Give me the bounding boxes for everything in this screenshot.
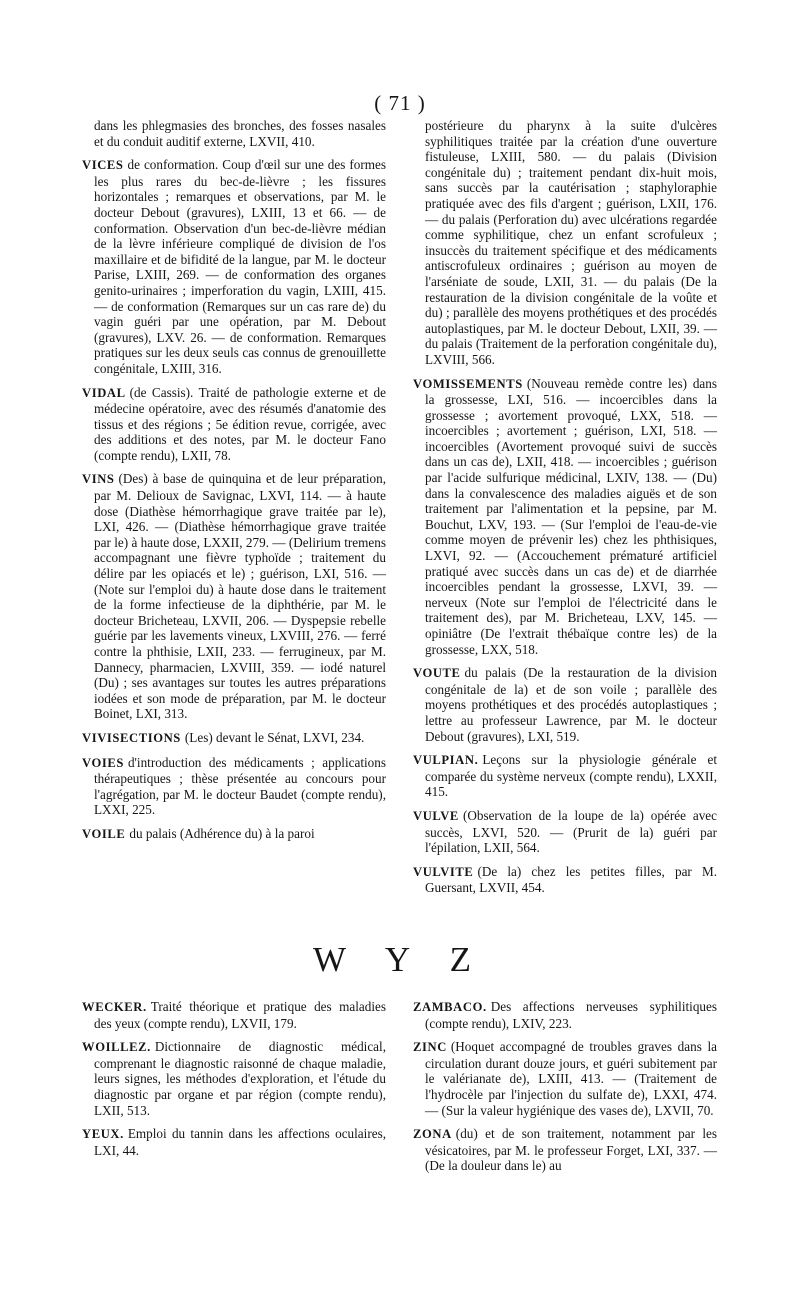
index-entry <box>413 118 717 368</box>
entry-text: (Observation de la loupe de la) opérée avec succès, LXVI, 520. — (Prurit de la) guéri par l'épilation, LXII, 564. <box>425 807 717 856</box>
index-entry <box>82 471 386 722</box>
index-entry <box>413 864 717 896</box>
entry-text: (de Cassis). Traité de pathologie externe et de médecine opératoire, avec des résumés d'anatomie des tissus et des régions ; 5e édition revue, corrigée, avec des additions et des notes, par M. le docteur Fano (compte rendu), LXII, 78. <box>94 384 386 463</box>
entry-text: d'introduction des médicaments ; applications thérapeutiques ; thèse présentée au concours pour l'agrégation, par M. le docteur Baudet (compte rendu), LXXI, 225. <box>94 754 386 818</box>
index-entry <box>82 118 386 149</box>
entry-headword: WOILLEZ. <box>82 1040 151 1055</box>
entry-headword: VULPIAN. <box>413 753 479 768</box>
entry-text: Leçons sur la physiologie générale et comparée du système nerveux (compte rendu), LXXII, 415. <box>425 752 717 800</box>
entry-text: Emploi du tannin dans les affections oculaires, LXI, 44. <box>94 1126 386 1158</box>
entry-headword: YEUX. <box>82 1127 124 1142</box>
entry-headword: WECKER. <box>82 1000 147 1014</box>
entry-text: Dictionnaire de diagnostic médical, comprenant le diagnostic raisonné de chaque maladie, leurs signes, les méthodes d'exploration, et l'étude du diagnostic par organe et par région (compte rendu), LXII, 513. <box>94 1039 386 1118</box>
index-entry <box>82 826 386 843</box>
index-entry <box>82 157 386 376</box>
entry-headword: VULVE <box>413 808 459 823</box>
entry-headword: VOMISSEMENTS <box>413 376 523 391</box>
entry-text: du palais (Adhérence du) à la paroi <box>129 825 315 841</box>
index-entry <box>413 752 717 800</box>
entry-text: (De la) chez les petites filles, par M. Guersant, LXVII, 454. <box>425 863 717 896</box>
index-entry <box>413 376 717 658</box>
entry-text: Traité théorique et pratique des maladies des yeux (compte rendu), LXVII, 179. <box>94 999 386 1031</box>
index-entry <box>82 1039 386 1118</box>
entry-headword: VOILE <box>82 826 126 841</box>
left-column <box>82 118 386 851</box>
entry-text: (Des) à base de quinquina et de leur préparation, par M. Delioux de Savignac, LXVI, 114. — à haute dose (Diathèse hémorrhagique grave traitée par le), LXI, 426. — (Diathèse hémorrhagique grave traitée par le) à haute dose, LXXII, 279. — (Delirium tremens accompagnant une fièvre typhoïde ; traitement du délire par les opiacés et le) ; guérison, LXI, 516. — (Note sur l'emploi du) à haute dose dans le traitement de la forme infectieuse de la diphthérie, par M. le docteur Bricheteau, LXVII, 206. — Dyspepsie rebelle guérie par les lavements vineux, LXVIII, 276. — ferré contre la phthisie, LXII, 233. — ferrugineux, par M. Dannecy, pharmacien, LXVIII, 359. — iodé naturel (Du) ; ses avantages sur toutes les autres préparations iodées et son mode de préparation, par M. le docteur Boinet, LXI, 313. <box>94 471 386 722</box>
right-column-section-wyz <box>413 999 717 1182</box>
index-entry <box>413 808 717 856</box>
entry-text: dans les phlegmasies des bronches, des fosses nasales et du conduit auditif externe, LXVII, 410. <box>94 118 386 149</box>
section-letter: W Y Z <box>313 940 487 979</box>
index-entry <box>413 999 717 1031</box>
index-entry <box>413 1126 717 1174</box>
entry-headword: VULVITE <box>413 864 474 879</box>
index-entry <box>82 1126 386 1158</box>
entry-text: (Nouveau remède contre les) dans la grossesse, LXI, 516. — incoercibles dans la grossesse ; avortement provoqué, LXX, 518. — incoercibles ; avortement ; guérison, LXI, 518. — incoercibles (Avortement provoqué suivi de succès dans un cas de), LXII, 418. — incoercibles ; guérison par l'acide sulfurique médicinal, LXIV, 138. — (Du) dans la convalescence des maladies aiguës et de son traitement par l'alimentation et la pepsine, par M. Bouchut, LXV, 193. — (Sur l'emploi de l'eau-de-vie comme moyen de prévenir les) chez les phthisiques, LXVI, 92. — (Accouchement prématuré artificiel pratiqué avec succès dans un cas de) et de diarrhée incoercibles pendant la grossesse, LXVI, 39. — nerveux (Note sur l'emploi de l'électricité dans le traitement des), par M. Bricheteau, LXV, 145. — opiniâtre (De l'extrait thébaïque contre les) de la grossesse, LXX, 518. <box>425 375 717 657</box>
entry-headword: VOUTE <box>413 666 461 681</box>
index-entry <box>82 999 386 1031</box>
entry-text: (Les) devant le Sénat, LXVI, 234. <box>184 729 365 745</box>
entry-headword: VOIES <box>82 755 124 770</box>
right-column <box>413 118 717 904</box>
entry-text: de conformation. Coup d'œil sur une des formes les plus rares du bec-de-lièvre ; les fissures horizontales ; remarques et observations, par M. le docteur Debout (gravures), LXIII, 13 et 66. — de conformation. Observation d'un bec-de-lièvre médian de la lèvre inférieure compliqué de division de l'os maxillaire et de bifidité de la langue, par M. le docteur Parise, LXIII, 269. — de conformation des organes genito-urinaires ; imperforation du vagin, LXIII, 415. — de conformation (Remarques sur un cas rare de) du vagin guéri par une opération, par M. Debout (gravures), LXV. 26. — de conformation. Remarques pratiques sur les deux seuls cas connus de grenouillette congénitale, LXIII, 316. <box>94 157 386 376</box>
entry-text: Des affections nerveuses syphilitiques (compte rendu), LXIV, 223. <box>425 999 717 1031</box>
page-number: ( 71 ) <box>374 91 426 115</box>
entry-headword: ZAMBACO. <box>413 1000 487 1014</box>
entry-text: (du) et de son traitement, notamment par les vésicatoires, par M. le professeur Forget, LXI, 337. — (De la douleur dans le) au <box>425 1126 717 1174</box>
index-entry <box>82 755 386 818</box>
entry-headword: ZONA <box>413 1127 452 1142</box>
entry-headword: VINS <box>82 472 115 487</box>
entry-headword: VIVISECTIONS <box>82 730 181 745</box>
index-entry <box>413 665 717 744</box>
index-entry <box>413 1039 717 1118</box>
entry-headword: VICES <box>82 158 124 173</box>
entry-headword: ZINC <box>413 1040 447 1055</box>
entry-text: du palais (De la restauration de la division congénitale de la) et de son voile ; parallèle des moyens prothétiques et des procédés autoplastiques ; lettre au professeur Lawrence, par M. le docteur Debout (gravures), LXI, 519. <box>425 665 717 744</box>
left-column-section-wyz <box>82 999 386 1166</box>
index-entry <box>82 730 386 747</box>
entry-text: postérieure du pharynx à la suite d'ulcères syphilitiques traitée par la création d'une ouverture fistuleuse, LXIII, 580. — du palais (Division congénitale du) ; traitement pendant dix-huit mois, sans succès par la cautérisation ; staphyloraphie pratiquée avec des fils d'argent ; guérison, LXII, 176. — du palais (Perforation du) avec ulcérations regardée comme syphilitique, chez un enfant scrofuleux ; insuccès du traitement spécifique et des médicaments antiscrofuleux ordinaires ; guérison au moyen de l'arséniate de soude, LXII, 31. — du palais (De la restauration de la division congénitale de la voûte et du) ; parallèle des moyens prothétiques et des procédés autoplastiques, par M. le docteur Debout, LXII, 39. — du palais (Traitement de la perforation congénitale du), LXVIII, 566. <box>425 118 717 367</box>
entry-text: (Hoquet accompagné de troubles graves dans la circulation durant douze jours, et guéri subitement par le valérianate de), LXIII, 413. — (Traitement de l'hydrocèle par l'injection du sulfate de), LXXI, 474. — (Sur la valeur hygiénique des vases de), LXVII, 70. <box>425 1039 717 1118</box>
index-entry <box>82 385 386 464</box>
entry-headword: VIDAL <box>82 385 126 400</box>
